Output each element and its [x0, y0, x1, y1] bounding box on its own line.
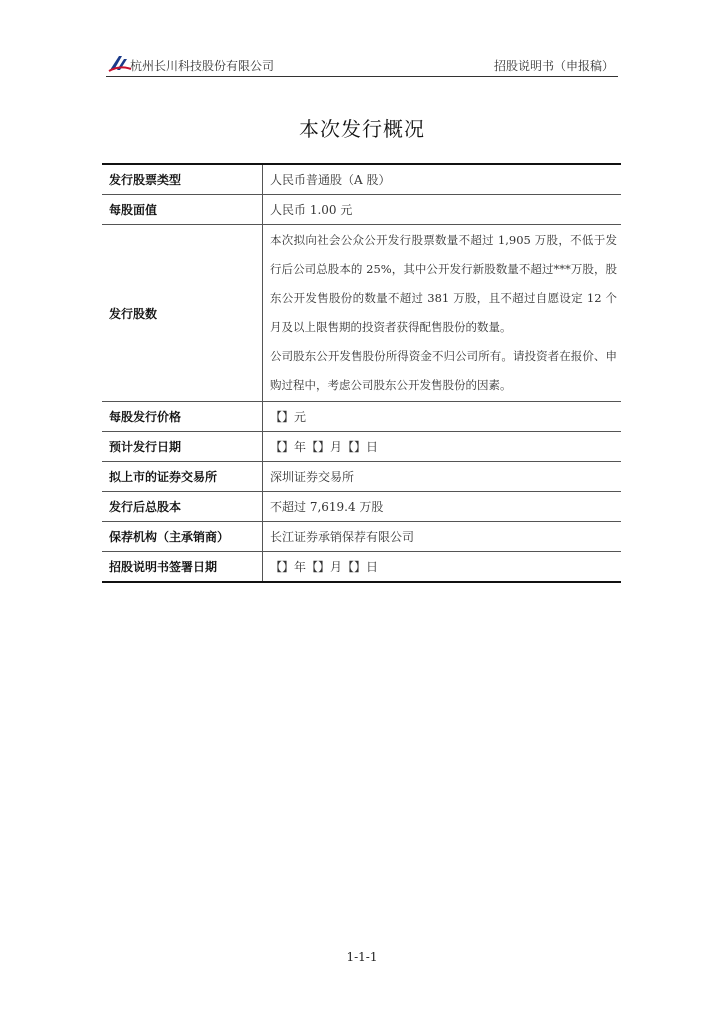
table-row	[102, 195, 621, 225]
table-row	[102, 492, 621, 522]
table-row	[102, 402, 621, 432]
row-label: 拟上市的证券交易所	[102, 462, 263, 492]
document-type: 招股说明书（申报稿）	[493, 59, 614, 73]
table-row	[102, 225, 621, 402]
page-number: 1-1-1	[346, 950, 378, 964]
table-row	[102, 432, 621, 462]
offering-summary-table	[102, 163, 621, 583]
row-value: 【】元	[263, 402, 622, 432]
row-value-paragraphs	[263, 225, 622, 402]
row-label: 发行股票类型	[102, 164, 263, 195]
company-name: 杭州长川科技股份有限公司	[130, 59, 275, 73]
company-logo-icon	[108, 54, 132, 74]
page-title: 本次发行概况	[299, 117, 425, 141]
paragraph: 本次拟向社会公众公开发行股票数量不超过 1,905 万股，不低于发行后公司总股本的 25%，其中公开发行新股数量不超过***万股，股东公开发售股份的数量不超过 381 万股，且不超过自愿设定 12 个月及以上限售期的投资者获得配售股份的数量。	[270, 233, 617, 334]
page-header	[106, 54, 618, 77]
table-row	[102, 522, 621, 552]
row-label: 发行股数	[102, 225, 263, 402]
row-label: 发行后总股本	[102, 492, 263, 522]
row-value: 人民币普通股（A 股）	[270, 173, 391, 187]
row-value: 深圳证券交易所	[263, 462, 622, 492]
row-value: 不超过 7,619.4 万股	[263, 492, 622, 522]
row-label: 每股发行价格	[102, 402, 263, 432]
table-row	[102, 462, 621, 492]
row-value: 【】年【】月【】日	[263, 552, 622, 583]
row-label: 保荐机构（主承销商）	[102, 522, 263, 552]
paragraph: 公司股东公开发售股份所得资金不归公司所有。请投资者在报价、申购过程中，考虑公司股东公开发售股份的因素。	[270, 349, 617, 392]
row-label: 每股面值	[102, 195, 263, 225]
table-row	[102, 552, 621, 583]
row-label: 预计发行日期	[102, 432, 263, 462]
row-value: 【】年【】月【】日	[263, 432, 622, 462]
row-label: 招股说明书签署日期	[102, 552, 263, 583]
row-value: 长江证券承销保荐有限公司	[263, 522, 622, 552]
table-row	[102, 164, 621, 195]
row-value: 人民币 1.00 元	[263, 195, 622, 225]
